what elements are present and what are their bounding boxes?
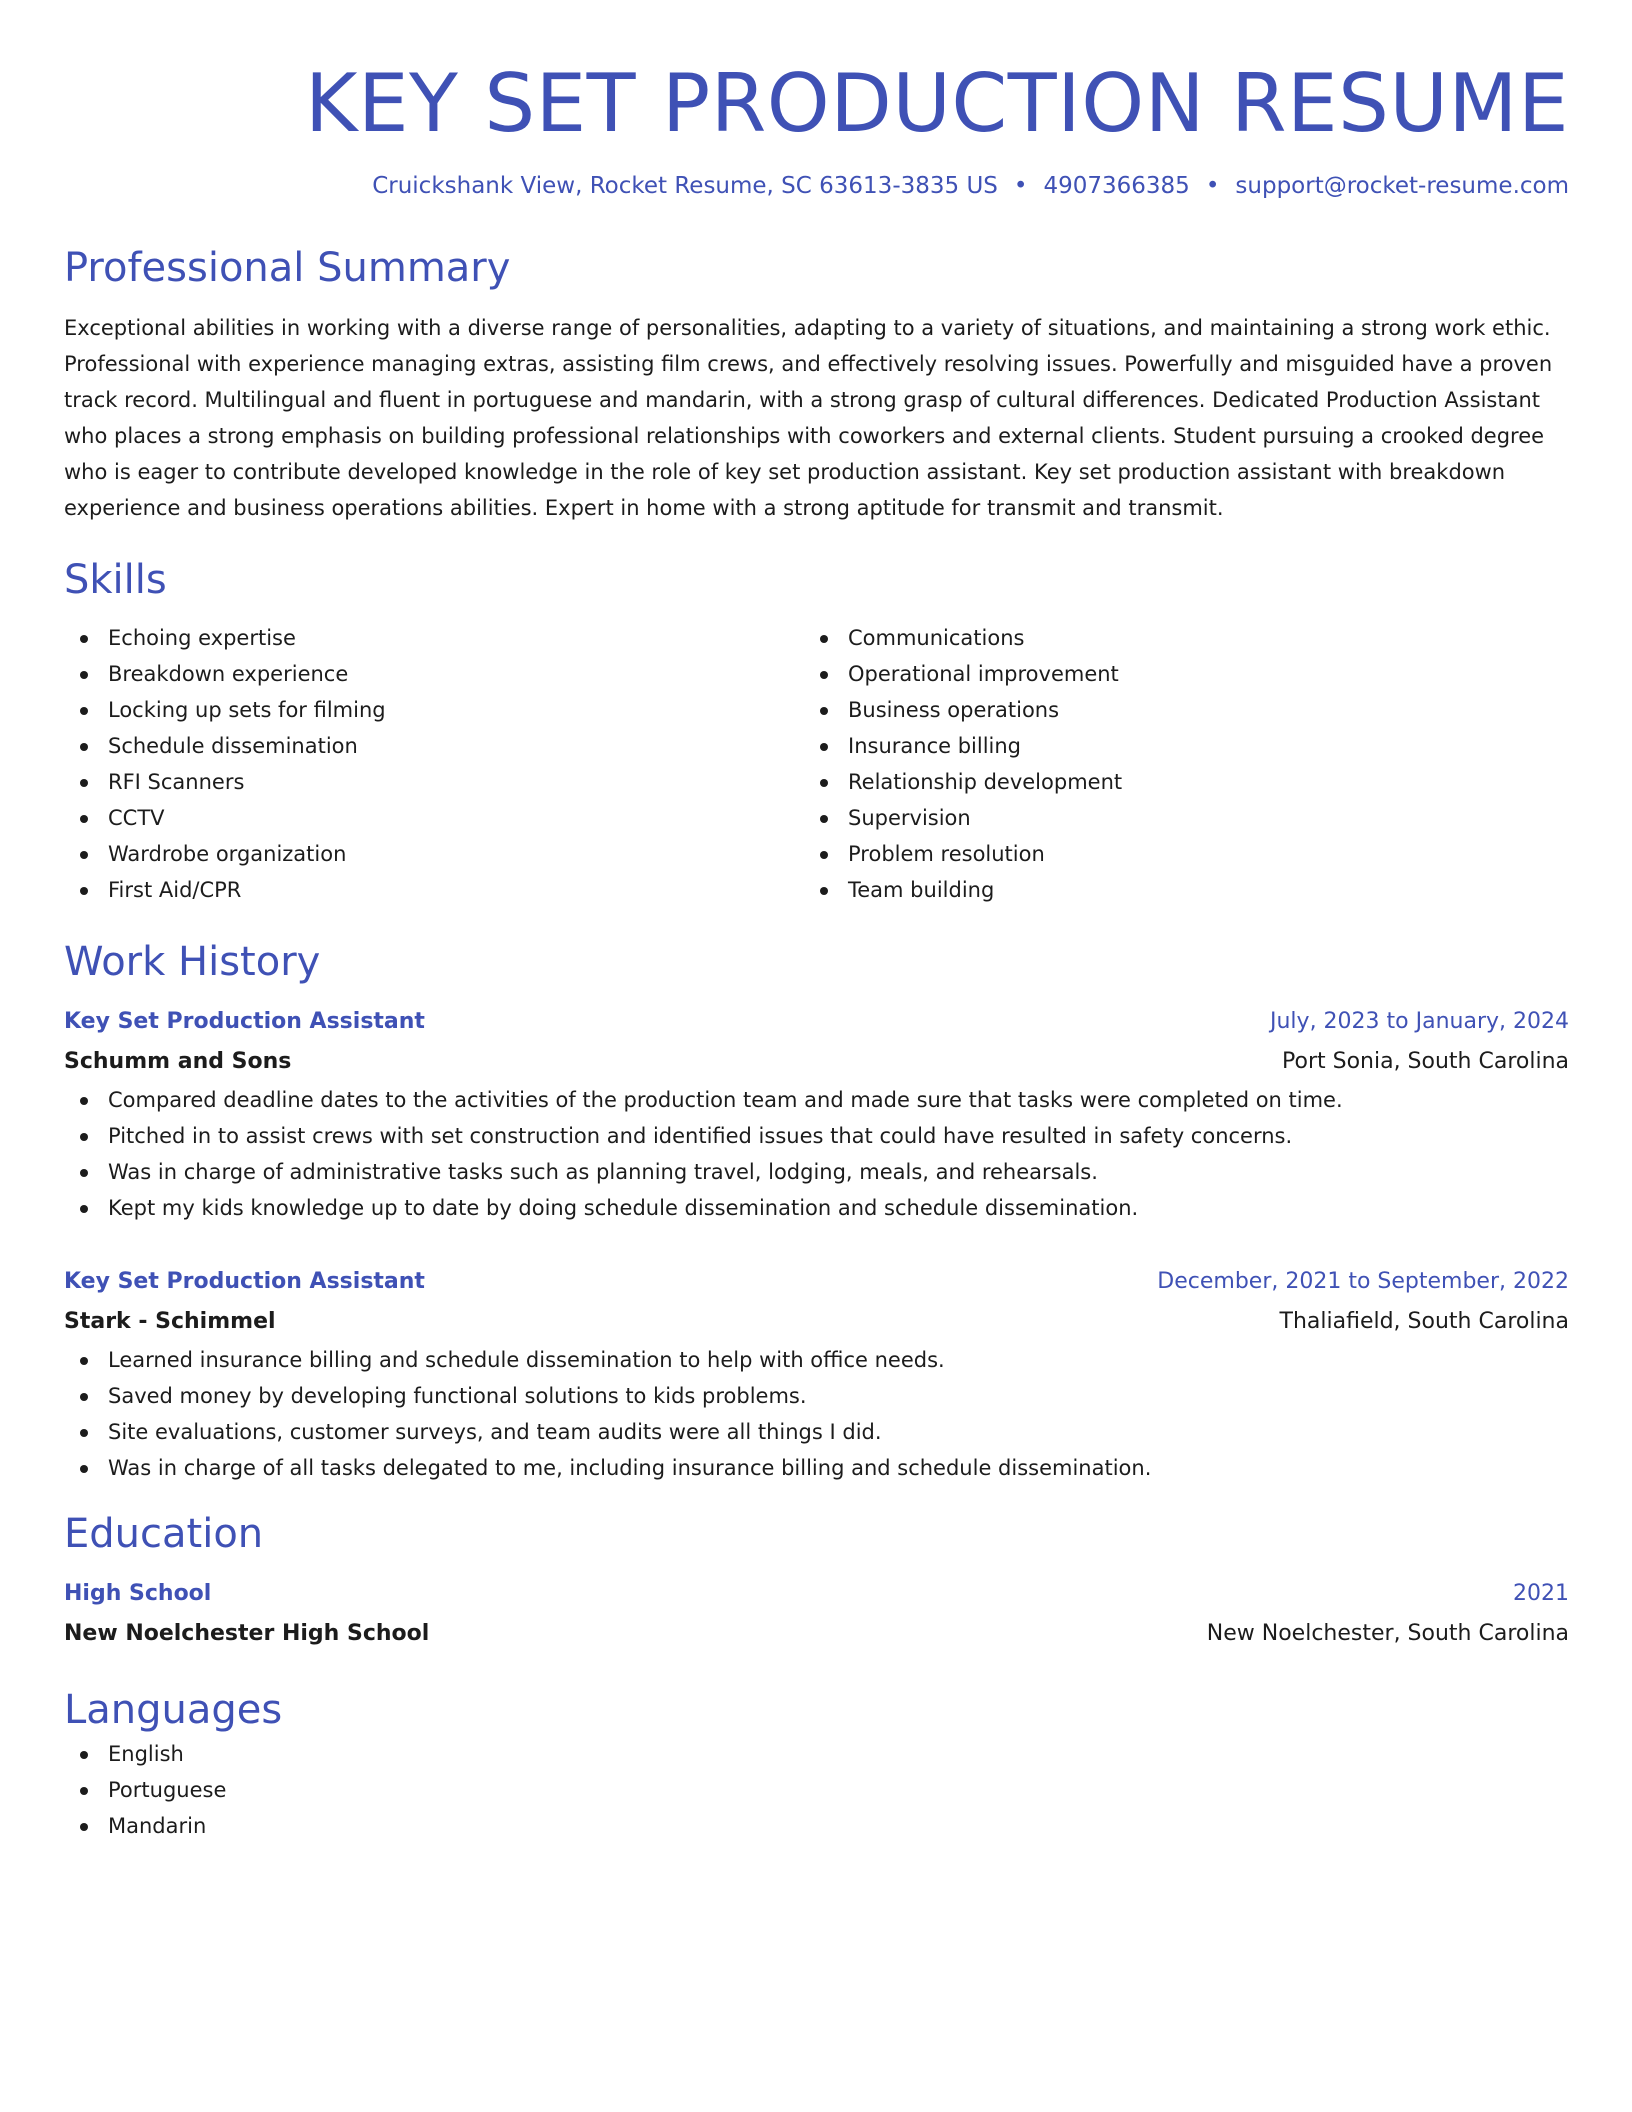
skill-item: Operational improvement [804,656,1544,692]
job-company: Schumm and Sons [64,1049,292,1074]
skills-column-left [64,620,804,908]
skill-item: Locking up sets for filming [64,692,804,728]
language-item: English [64,1736,1569,1772]
skill-item: Communications [804,620,1544,656]
education-header-row [64,1574,1569,1614]
skills-heading: Skills [64,557,167,603]
job-bullet: Was in charge of all tasks delegated to me, including insurance billing and schedule dissemination. [64,1450,1569,1486]
job-title: Key Set Production Assistant [64,1269,425,1294]
job-bullet: Pitched in to assist crews with set construction and identified issues that could have resulted in safety concerns. [64,1118,1569,1154]
contact-separator: • [1205,173,1220,199]
skill-item: Team building [804,872,1544,908]
resume-name: KEY SET PRODUCTION RESUME [305,57,1569,150]
skill-item: CCTV [64,800,804,836]
job-company-row [64,1302,1569,1342]
job-bullet-list [64,1342,1569,1486]
job-bullet: Saved money by developing functional solutions to kids problems. [64,1378,1569,1414]
contact-email: support@rocket-resume.com [1235,173,1569,199]
skill-item: Business operations [804,692,1544,728]
job-header-row [64,1262,1569,1302]
contact-phone: 4907366385 [1043,173,1190,199]
job-dates: December, 2021 to September, 2022 [1157,1269,1569,1294]
skill-item: Relationship development [804,764,1544,800]
summary-text: Exceptional abilities in working with a diverse range of personalities, adapting to a variety of situations, and maintaining a strong work ethic. Professional with experience managing extras, assisting film crews, and effectively resolving issues. Powerfully and misguided have a proven track record. Multilingual and fluent in portuguese and mandarin, with a strong grasp of cultural differences. Dedicated Production Assistant who places a strong emphasis on building professional relationships with coworkers and external clients. Student pursuing a crooked degree who is eager to contribute developed knowledge in the role of key set production assistant. Key set production assistant with breakdown experience and business operations abilities. Expert in home with a strong aptitude for transmit and transmit. [64,316,1553,520]
education-school-row [64,1614,1569,1654]
skill-item: RFI Scanners [64,764,804,800]
job-bullet: Compared deadline dates to the activities of the production team and made sure that tasks were completed on time. [64,1082,1569,1118]
skill-item: Supervision [804,800,1544,836]
skill-item: Problem resolution [804,836,1544,872]
education-location: New Noelchester, South Carolina [1206,1621,1569,1646]
job-entry [64,1002,1569,1226]
summary-heading: Professional Summary [64,245,511,291]
language-item: Mandarin [64,1808,1569,1844]
resume-header [64,56,1569,202]
skill-item: Schedule dissemination [64,728,804,764]
job-header-row [64,1002,1569,1042]
job-bullet: Learned insurance billing and schedule dissemination to help with office needs. [64,1342,1569,1378]
contact-line [64,170,1569,202]
education-school: New Noelchester High School [64,1621,430,1646]
skills-column-right [804,620,1544,908]
work-history-heading: Work History [64,939,321,985]
education-heading: Education [64,1511,264,1557]
language-item: Portuguese [64,1772,1569,1808]
job-bullet: Was in charge of administrative tasks such as planning travel, lodging, meals, and rehearsals. [64,1154,1569,1190]
job-company: Stark - Schimmel [64,1309,276,1334]
skill-item: First Aid/CPR [64,872,804,908]
skill-item: Wardrobe organization [64,836,804,872]
job-dates: July, 2023 to January, 2024 [1270,1009,1569,1034]
languages-list [64,1736,1569,1844]
job-bullet: Site evaluations, customer surveys, and team audits were all things I did. [64,1414,1569,1450]
job-bullet-list [64,1082,1569,1226]
job-entry [64,1262,1569,1486]
contact-separator: • [1013,173,1028,199]
skill-item: Breakdown experience [64,656,804,692]
skill-item: Echoing expertise [64,620,804,656]
job-location: Thaliafield, South Carolina [1279,1309,1569,1334]
job-company-row [64,1042,1569,1082]
education-entry [64,1574,1569,1654]
job-title: Key Set Production Assistant [64,1009,425,1034]
languages-heading: Languages [64,1687,283,1733]
contact-address: Cruickshank View, Rocket Resume, SC 63613-3835 US [372,173,998,199]
skill-item: Insurance billing [804,728,1544,764]
education-degree: High School [64,1581,212,1606]
education-year: 2021 [1513,1581,1569,1606]
skills-grid [64,620,1569,908]
job-location: Port Sonia, South Carolina [1282,1049,1569,1074]
job-bullet: Kept my kids knowledge up to date by doing schedule dissemination and schedule dissemination. [64,1190,1569,1226]
